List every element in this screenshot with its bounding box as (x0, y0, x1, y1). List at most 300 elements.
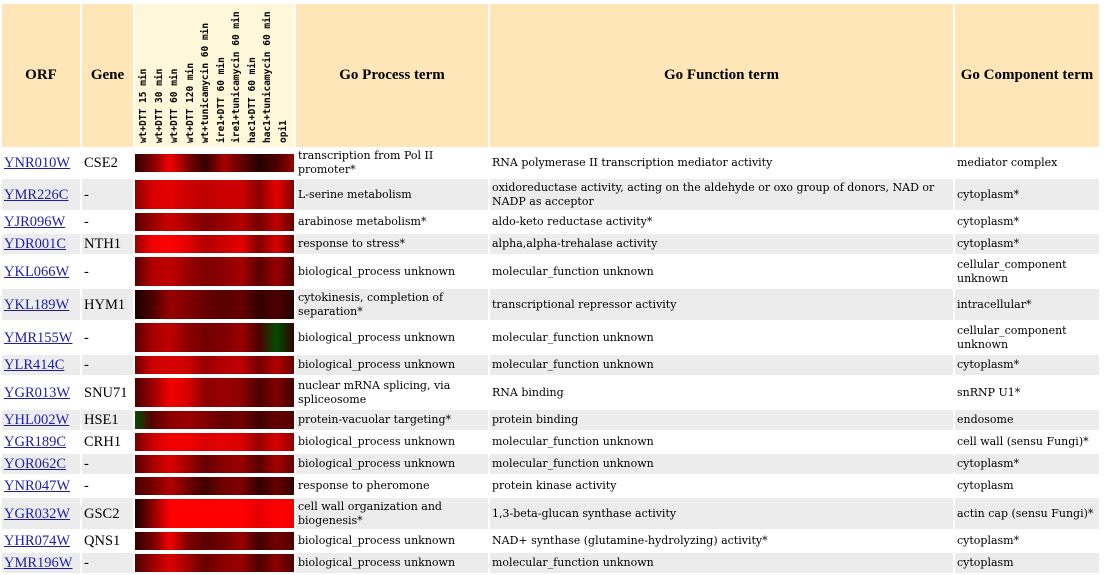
heat-cell (262, 532, 278, 550)
gene-cell: HYM1 (82, 289, 133, 320)
heat-cell (183, 257, 199, 286)
orf-cell (2, 256, 80, 287)
function-cell: aldo-keto reductase activity* (490, 212, 953, 232)
heat-cell (183, 323, 199, 352)
heat-cell (246, 356, 262, 374)
process-cell: cell wall organization and biogenesis* (296, 498, 488, 529)
heat-cell (246, 290, 262, 319)
heat-cell (262, 257, 278, 286)
expression-heatmap (135, 179, 294, 210)
heat-cell (278, 433, 294, 451)
orf-link[interactable]: YMR226C (4, 186, 69, 203)
process-header: Go Process term (296, 4, 488, 147)
function-cell: oxidoreductase activity, acting on the aldehyde or oxo group of donors, NAD or NADP as acceptor (490, 179, 953, 210)
table-row (2, 289, 1099, 320)
heat-cell (262, 499, 278, 528)
heat-cell (230, 411, 246, 429)
orf-link[interactable]: YKL066W (4, 263, 70, 280)
heat-cell (151, 323, 167, 352)
gene-cell: HSE1 (82, 410, 133, 430)
orf-cell (2, 454, 80, 474)
expression-heatmap (135, 454, 294, 474)
process-cell: response to pheromone (296, 476, 488, 496)
component-cell: cellular_component unknown (955, 256, 1099, 287)
orf-header: ORF (2, 4, 80, 147)
table-row (2, 149, 1099, 177)
heat-cell (135, 499, 151, 528)
condition-label (278, 7, 290, 143)
condition-text: ire1+DTT 60 min (215, 57, 227, 143)
heat-cell (183, 154, 199, 172)
heat-cell (246, 235, 262, 253)
heat-cell (230, 290, 246, 319)
heat-cell (215, 554, 231, 572)
orf-cell (2, 498, 80, 529)
heat-cell (215, 411, 231, 429)
process-cell: L-serine metabolism (296, 179, 488, 210)
process-cell: biological_process unknown (296, 432, 488, 452)
table-row (2, 531, 1099, 551)
heat-cell (215, 290, 231, 319)
heat-cell (167, 433, 183, 451)
heat-cell (246, 477, 262, 495)
heat-cell (278, 235, 294, 253)
heat-cell (278, 378, 294, 407)
gene-cell: CSE2 (82, 149, 133, 177)
orf-link[interactable]: YJR096W (4, 214, 66, 230)
heat-cell (230, 213, 246, 231)
gene-cell: - (82, 256, 133, 287)
component-cell: intracellular* (955, 289, 1099, 320)
gene-cell: - (82, 476, 133, 496)
table-row (2, 377, 1099, 408)
heat-cell (215, 154, 231, 172)
component-cell: cell wall (sensu Fungi)* (955, 432, 1099, 452)
heat-cell (183, 477, 199, 495)
gene-cell: SNU71 (82, 377, 133, 408)
heat-cell (167, 257, 183, 286)
heat-cell (199, 477, 215, 495)
heat-cell (278, 554, 294, 572)
expression-heatmap (135, 432, 294, 452)
orf-link[interactable]: YDR001C (4, 236, 67, 252)
heat-cell (199, 154, 215, 172)
heat-cell (183, 356, 199, 374)
expression-heatmap (135, 476, 294, 496)
heat-cell (262, 235, 278, 253)
condition-text: wt+DTT 60 min (169, 68, 180, 143)
table-row (2, 432, 1099, 452)
orf-link[interactable]: YNR047W (4, 478, 71, 494)
heat-cell (246, 257, 262, 286)
heat-cell (230, 532, 246, 550)
heat-cell (246, 499, 262, 528)
heat-cell (230, 257, 246, 286)
heat-cell (167, 455, 183, 473)
heat-cell (199, 554, 215, 572)
heat-cell (278, 180, 294, 209)
heat-cell (230, 356, 246, 374)
heat-cell (246, 554, 262, 572)
function-cell: molecular_function unknown (490, 432, 953, 452)
heat-cell (151, 290, 167, 319)
heat-cell (199, 180, 215, 209)
heat-cell (135, 433, 151, 451)
condition-label (185, 7, 197, 143)
function-cell: alpha,alpha-trehalase activity (490, 234, 953, 254)
gene-header: Gene (82, 4, 133, 147)
heat-cell (246, 323, 262, 352)
heat-cell (151, 455, 167, 473)
heat-cell (151, 477, 167, 495)
heat-cell (278, 154, 294, 172)
heat-cell (167, 378, 183, 407)
orf-cell (2, 149, 80, 177)
process-cell: protein-vacuolar targeting* (296, 410, 488, 430)
heat-cell (199, 532, 215, 550)
function-cell: molecular_function unknown (490, 256, 953, 287)
orf-cell (2, 553, 80, 573)
condition-label (138, 7, 150, 143)
process-cell: biological_process unknown (296, 531, 488, 551)
expression-heatmap (135, 553, 294, 573)
process-cell: biological_process unknown (296, 355, 488, 375)
heat-cell (151, 532, 167, 550)
component-cell: cytoplasm* (955, 355, 1099, 375)
table-row (2, 234, 1099, 254)
heat-cell (183, 235, 199, 253)
heat-cell (230, 499, 246, 528)
expression-heatmap (135, 322, 294, 353)
component-cell: cytoplasm* (955, 454, 1099, 474)
orf-cell (2, 234, 80, 254)
heat-cell (215, 235, 231, 253)
function-cell: molecular_function unknown (490, 553, 953, 573)
expression-heatmap (135, 212, 294, 232)
heat-cell (167, 356, 183, 374)
orf-link[interactable]: YKL189W (4, 296, 70, 313)
heat-cell (246, 154, 262, 172)
orf-link[interactable]: YHL002W (4, 412, 70, 428)
heat-cell (262, 356, 278, 374)
heat-cell (215, 499, 231, 528)
condition-label (231, 7, 243, 143)
condition-label (169, 7, 181, 143)
heat-cell (135, 477, 151, 495)
process-cell: transcription from Pol II promoter* (296, 149, 488, 177)
table-row (2, 179, 1099, 210)
heat-cell (183, 532, 199, 550)
orf-link[interactable]: YMR196W (4, 555, 73, 571)
heat-cell (215, 477, 231, 495)
component-cell: endosome (955, 410, 1099, 430)
function-cell: protein kinase activity (490, 476, 953, 496)
heat-cell (215, 257, 231, 286)
heat-cell (262, 455, 278, 473)
heat-cell (135, 356, 151, 374)
orf-link[interactable]: YGR032W (4, 505, 71, 522)
condition-text: wt+DTT 15 min (138, 68, 149, 143)
heat-cell (215, 356, 231, 374)
heat-cell (151, 411, 167, 429)
heat-cell (215, 455, 231, 473)
condition-text: wt+DTT 120 min (184, 62, 196, 143)
heat-cell (230, 433, 246, 451)
expression-heatmap (135, 377, 294, 408)
heat-cell (135, 411, 151, 429)
gene-table (0, 2, 1101, 575)
process-cell: arabinose metabolism* (296, 212, 488, 232)
process-cell: biological_process unknown (296, 256, 488, 287)
gene-cell: - (82, 355, 133, 375)
heat-cell (183, 213, 199, 231)
heat-cell (246, 455, 262, 473)
condition-label (216, 7, 228, 143)
gene-cell: - (82, 454, 133, 474)
process-cell: cytokinesis, completion of separation* (296, 289, 488, 320)
heat-cell (215, 378, 231, 407)
heat-cell (183, 554, 199, 572)
heat-cell (199, 378, 215, 407)
heat-cell (246, 378, 262, 407)
orf-link[interactable]: YLR414C (4, 357, 65, 373)
expression-heatmap (135, 498, 294, 529)
heat-cell (262, 477, 278, 495)
conditions-header (135, 4, 294, 147)
function-header: Go Function term (490, 4, 953, 147)
expression-heatmap (135, 410, 294, 430)
heat-cell (167, 477, 183, 495)
condition-text: opi1 (277, 120, 289, 143)
function-cell: NAD+ synthase (glutamine-hydrolyzing) activity* (490, 531, 953, 551)
function-cell: 1,3-beta-glucan synthase activity (490, 498, 953, 529)
orf-cell (2, 355, 80, 375)
heat-cell (167, 499, 183, 528)
table-row (2, 256, 1099, 287)
heat-cell (135, 532, 151, 550)
heat-cell (151, 554, 167, 572)
gene-cell: CRH1 (82, 432, 133, 452)
heat-cell (151, 235, 167, 253)
heat-cell (135, 323, 151, 352)
orf-link[interactable]: YOR062C (4, 456, 67, 472)
heat-cell (183, 455, 199, 473)
heat-cell (246, 213, 262, 231)
heat-cell (135, 455, 151, 473)
heat-cell (262, 213, 278, 231)
condition-text: hac1+DTT 60 min (246, 57, 258, 143)
heat-cell (262, 554, 278, 572)
header-row (2, 4, 1099, 147)
heat-cell (199, 257, 215, 286)
orf-link[interactable]: YNR010W (4, 155, 71, 171)
heat-cell (167, 532, 183, 550)
component-cell: snRNP U1* (955, 377, 1099, 408)
heat-cell (215, 213, 231, 231)
heat-cell (230, 323, 246, 352)
component-cell: cytoplasm* (955, 234, 1099, 254)
gene-cell: QNS1 (82, 531, 133, 551)
table-body (2, 149, 1099, 573)
gene-cell: GSC2 (82, 498, 133, 529)
heat-cell (183, 378, 199, 407)
heat-cell (278, 532, 294, 550)
table-row (2, 410, 1099, 430)
orf-link[interactable]: YMR155W (4, 329, 73, 346)
component-cell: cytoplasm* (955, 212, 1099, 232)
heat-cell (199, 499, 215, 528)
expression-heatmap (135, 234, 294, 254)
heat-cell (199, 411, 215, 429)
heat-cell (135, 154, 151, 172)
function-cell: molecular_function unknown (490, 454, 953, 474)
heat-cell (278, 477, 294, 495)
condition-label (247, 7, 259, 143)
condition-text: ire1+tunicamycin 60 min (231, 11, 242, 143)
heat-cell (151, 213, 167, 231)
heat-cell (151, 257, 167, 286)
function-cell: RNA binding (490, 377, 953, 408)
table-row (2, 355, 1099, 375)
heat-cell (167, 323, 183, 352)
heat-cell (167, 154, 183, 172)
function-cell: transcriptional repressor activity (490, 289, 953, 320)
process-cell: response to stress* (296, 234, 488, 254)
component-cell: cytoplasm* (955, 179, 1099, 210)
function-cell: molecular_function unknown (490, 322, 953, 353)
heat-cell (135, 235, 151, 253)
heat-cell (151, 154, 167, 172)
condition-label (200, 7, 212, 143)
heat-cell (183, 499, 199, 528)
gene-cell: - (82, 212, 133, 232)
orf-cell (2, 476, 80, 496)
condition-text: wt+DTT 30 min (153, 68, 165, 143)
heat-cell (199, 323, 215, 352)
orf-link[interactable]: YGR013W (4, 384, 71, 401)
heat-cell (199, 235, 215, 253)
heat-cell (183, 180, 199, 209)
condition-label (262, 7, 274, 143)
heat-cell (135, 554, 151, 572)
orf-link[interactable]: YHR074W (4, 533, 71, 549)
heat-cell (246, 411, 262, 429)
process-cell: nuclear mRNA splicing, via spliceosome (296, 377, 488, 408)
heat-cell (135, 213, 151, 231)
heat-cell (230, 554, 246, 572)
component-cell: mediator complex (955, 149, 1099, 177)
component-cell: cytoplasm (955, 476, 1099, 496)
heat-cell (230, 154, 246, 172)
heat-cell (167, 235, 183, 253)
heat-cell (183, 411, 199, 429)
orf-cell (2, 322, 80, 353)
heat-cell (199, 356, 215, 374)
heat-cell (230, 378, 246, 407)
orf-cell (2, 212, 80, 232)
component-cell: cytoplasm* (955, 531, 1099, 551)
heat-cell (278, 356, 294, 374)
heat-cell (278, 411, 294, 429)
heat-cell (215, 433, 231, 451)
component-cell: cytoplasm (955, 553, 1099, 573)
orf-cell (2, 289, 80, 320)
heat-cell (246, 180, 262, 209)
expression-heatmap (135, 531, 294, 551)
table-row (2, 212, 1099, 232)
gene-cell: - (82, 553, 133, 573)
expression-heatmap (135, 149, 294, 177)
function-cell: molecular_function unknown (490, 355, 953, 375)
heat-cell (135, 290, 151, 319)
heat-cell (135, 257, 151, 286)
heat-cell (278, 455, 294, 473)
heat-cell (215, 532, 231, 550)
heat-cell (230, 180, 246, 209)
function-cell: protein binding (490, 410, 953, 430)
orf-link[interactable]: YGR189C (4, 434, 67, 450)
heat-cell (262, 180, 278, 209)
table-row (2, 553, 1099, 573)
heat-cell (135, 378, 151, 407)
heat-cell (230, 477, 246, 495)
function-cell: RNA polymerase II transcription mediator activity (490, 149, 953, 177)
heat-cell (183, 433, 199, 451)
gene-cell: NTH1 (82, 234, 133, 254)
heat-cell (230, 235, 246, 253)
heat-cell (151, 499, 167, 528)
heat-cell (262, 378, 278, 407)
heat-cell (278, 323, 294, 352)
expression-heatmap (135, 355, 294, 375)
heat-cell (199, 213, 215, 231)
expression-heatmap (135, 289, 294, 320)
process-cell: biological_process unknown (296, 322, 488, 353)
component-cell: actin cap (sensu Fungi)* (955, 498, 1099, 529)
process-cell: biological_process unknown (296, 454, 488, 474)
heat-cell (167, 554, 183, 572)
heat-cell (246, 433, 262, 451)
heat-cell (215, 180, 231, 209)
orf-cell (2, 432, 80, 452)
orf-cell (2, 531, 80, 551)
heat-cell (246, 532, 262, 550)
heat-cell (167, 290, 183, 319)
heat-cell (135, 180, 151, 209)
heat-cell (167, 213, 183, 231)
heat-cell (262, 154, 278, 172)
condition-text: wt+tunicamycin 60 min (200, 22, 211, 143)
table-row (2, 498, 1099, 529)
table-row (2, 322, 1099, 353)
component-cell: cellular_component unknown (955, 322, 1099, 353)
heat-cell (199, 290, 215, 319)
process-cell: biological_process unknown (296, 553, 488, 573)
gene-cell: - (82, 179, 133, 210)
condition-label (154, 7, 166, 143)
heat-cell (151, 180, 167, 209)
heat-cell (278, 213, 294, 231)
heat-cell (278, 499, 294, 528)
gene-cell: - (82, 322, 133, 353)
expression-heatmap (135, 256, 294, 287)
heat-cell (151, 433, 167, 451)
table-row (2, 476, 1099, 496)
heat-cell (167, 411, 183, 429)
heat-cell (199, 455, 215, 473)
heat-cell (151, 378, 167, 407)
condition-labels (135, 4, 294, 147)
